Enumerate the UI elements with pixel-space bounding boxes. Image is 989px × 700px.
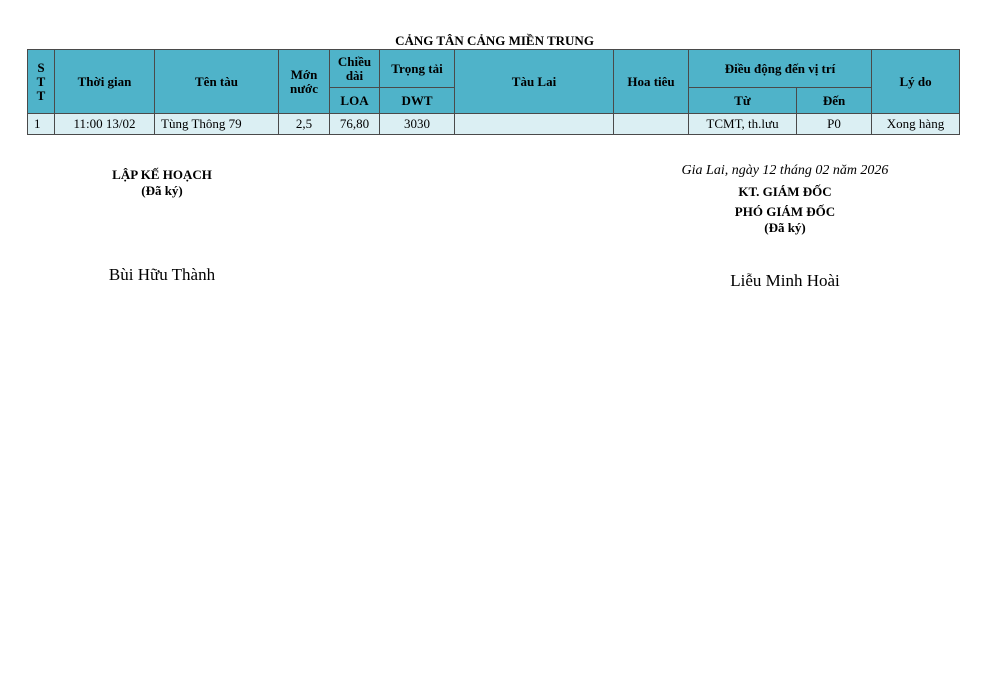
cell-tug — [455, 114, 614, 135]
header-vessel: Tên tàu — [155, 50, 279, 114]
header-dwt: DWT — [380, 88, 455, 114]
header-move-group: Điều động đến vị trí — [689, 50, 872, 88]
header-reason: Lý do — [872, 50, 960, 114]
cell-pilot — [614, 114, 689, 135]
header-stt — [28, 50, 55, 114]
planner-status: (Đã ký) — [141, 183, 183, 198]
header-to: Đến — [797, 88, 872, 114]
header-loa: LOA — [330, 88, 380, 114]
header-draft: Mớn nước — [279, 50, 330, 114]
director-name: Liễu Minh Hoài — [730, 271, 840, 290]
document-title: CẢNG TÂN CẢNG MIỀN TRUNG — [395, 33, 594, 48]
cell-time: 11:00 13/02 — [55, 114, 155, 135]
schedule-table — [27, 49, 960, 135]
cell-to: P0 — [797, 114, 872, 135]
cell-stt: 1 — [28, 114, 55, 135]
table-row — [28, 114, 960, 135]
header-pilot: Hoa tiêu — [614, 50, 689, 114]
director-title: KT. GIÁM ĐỐC — [738, 184, 832, 199]
header-from: Từ — [689, 88, 797, 114]
cell-vessel: Tùng Thông 79 — [155, 114, 279, 135]
cell-from: TCMT, th.lưu — [689, 114, 797, 135]
header-time: Thời gian — [55, 50, 155, 114]
director-status: (Đã ký) — [764, 220, 806, 235]
planner-name: Bùi Hữu Thành — [108, 265, 216, 284]
planner-role: LẬP KẾ HOẠCH — [112, 167, 212, 182]
director-signature-block — [640, 162, 930, 236]
cell-draft: 2,5 — [279, 114, 330, 135]
planner-signature-block — [62, 166, 262, 199]
cell-dwt: 3030 — [380, 114, 455, 135]
header-stt-label: S T T — [36, 59, 46, 103]
place-date: Gia Lai, ngày 12 tháng 02 năm 2026 — [681, 163, 889, 178]
cell-loa: 76,80 — [330, 114, 380, 135]
header-tonnage: Trọng tải — [380, 50, 455, 88]
cell-reason: Xong hàng — [872, 114, 960, 135]
header-tug: Tàu Lai — [455, 50, 614, 114]
header-length: Chiều dài — [330, 50, 380, 88]
deputy-director-title: PHÓ GIÁM ĐỐC — [734, 204, 836, 219]
